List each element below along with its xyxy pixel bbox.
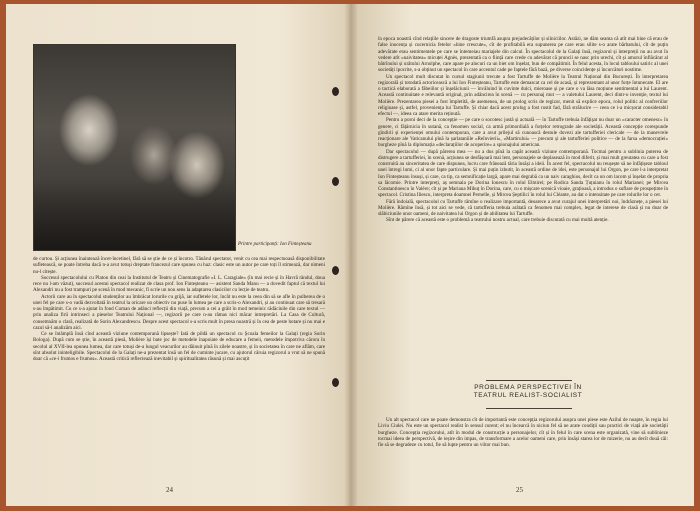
left-page-text: [33, 256, 325, 362]
binding-hole: [332, 177, 339, 186]
paragraph: Un spectacol mult discutat în cursul stagiunii trecute a fost Tartuffe de Molière la Teatrul Național din București. În interpretarea regizorală și totodată actoricească a lui Ion Finteșteanu, Tartuffe este demascat ca cel de acasă, și reprezentant al unor forțe întunecate. El are o tactică elaborată a făbeiilor și înșelăciunii — învăluind în cuvinte dulci, mieroase și pe care o va lăsa moțiune sentimental a lui Laurent. Această continuitate e relevantă original, prin adâncirea în scenă — cu personaj mut — a valetului Laurent, deci dintr-o invenție, textul lui Molière. Prezentarea piesei a fost împletită, de asemenea, de un prolog scris de regizor, menit să explice epoca, rolul politic al confreriilor religioase și, astfel, proveniența lui Tartuffe. Și chiar dacă acest prolog a fost rostit fad, fără strălucire — ceea ce i-a micșorat considerabil efectul —, ideea ca atare merita reținută.: [378, 73, 668, 117]
book-gutter: [344, 4, 358, 506]
rehearsal-photo: [33, 44, 236, 251]
book-spread: [6, 4, 694, 506]
heading-rule-bottom: [486, 408, 572, 409]
binding-hole: [332, 87, 339, 96]
page-number-left: 24: [166, 486, 173, 494]
paragraph: Succesul spectacolului cu Platon din ceai la Institutul de Teatru și Cinematografie «I. L. Caragiale» (în mai recie și în Havră rândul, doua rece nu l-am văzut), succesul acestui spectacol realizat de clasa prof. Ion Finteșteanu — asistent Sanda Manu — a dovedit faptul că textul lui Alexandri nu a fost trampuri pe scenă în mod mecanic, fi scrie un nou sens la adaptarea clasicilor cu lecție de teatru.: [33, 274, 325, 294]
right-page: [350, 4, 694, 506]
paragraph: Sînt de părere că această este o problemă a teatrului nostru actual, care trebuie discutată cu mai multă atenție.: [386, 217, 609, 224]
paragraph: Un alt spectacol care ne poate demonstra cît de importantă este concepția regizorului asupra unei piese este Azilul de noapte, în regia lui Liviu Ciulei. Nu este un spectacol realist în sensul curent; el nu încearcă în niciun fel să ne arate condiții sau practici de viață ale societății burgheze. Concepția regizorului, atît în modul de construcție a personajelor, cît și în felul în care scena este organizată, vine să sublinieze tocmai ideea de perspectivă, de ieșire din impas, de transformare a acelor oameni care, prin însăși starea lor de mizerie, nu au decît două căi: fie să se degradeze cu totul, fie să lupte pentru un viitor mai bun.: [378, 417, 668, 448]
left-page: [6, 4, 350, 506]
paragraph: Fără îndoială, spectacolul cu Tartuffe rămîne o realizare importantă, deoarece a avut curajul unei interpretări noi, îndrăznețe, a piesei lui Molière. Rămîne însă, și tot aici se vede, că tartufferia trebuia arătată ca fenomen mai complex, legat de interese de clasă și nu doar de slăbiciunile unor oameni, de naivitatea lui Orgon și de abilitatea lui Tartuffe.: [378, 198, 668, 217]
paragraph: în epoca noastră cînd relațiile sincere de dragoste triumfă asupra prejudecăților și silniciilor. Astăzi, ne dăm seama că atît mai bine că erau de false inocența și cucernicia fetelor «bine crescute», cît de profitabilă era supunerea pe care erau silite s-o arate bărbatului, cît de puțin adevărate erau sentimentele pe care se întemeiau mariajele din calcul. În spectacolul de la Galați însă, regizorul și interpreții nu au avut în vedere atît «naivitatea» micuței Agnès, prezentată ca o ființă care crede cu adevărat că pruncii se nasc prin urechi, cît și amorul înflăcărat al bătrînului și urâtului Arnolphe, care apare pe alocuri ca un biet om înșelat, bun de compătimit. În felul acesta, în locul tabloului satiric al unei societăți ipocrite, s-a obținut un spectacol în care accentul cade pe faptele fără bază, pe diverse coincidențe și încurcături nostime.: [378, 36, 668, 74]
paragraph: Dar spectacolul — după părerea mea — nu a dus pînă la capăt această viziune contemporană. Tocmai pentru a sublinia puterea de distrugere a tartufferiei, în scenă, acțiunea se desfășoară mai lent, personajele se deplasează în mod diferit, și mai mult greutatea cu care a fost construită au sinceritatea de care dispunea, lucru care frânează tăria însăși a ideii. În acest fel, spectacolul nu reușește să ne înfățișeze tabloul unei întregi lumi, ci al unor fapte particulare. Și mai puțin izbutit, în această ordine de idei, este personajul lui Orgon, pe care l-a interpretat Ion Finteșteanu însuși, și care, ca tip, ca semnificație largă, apare mai degrabă ca un naiv caraghios, decît ca un om lacom și înșelat de propria sa lăcomie. Printre interpreți, aș semnala pe Dorina Ionescu în rolul Elmirei; pe Rodica Sanda Țuțuianu în rolul Marianei; pe Mircea Constantinescu în Valère; cît și pe Mariana Mihuț în Dorina, care, cu o mișcare scenică vioaie, grațioasă, a introdus o suflare de prospețime în spectacol. Cristina Iliescu, interpreta doamnei Pernelle, și Mircea Șeptilici în rolul lui Cléante, au dat o intensitate pe care rolurile lor o cer.: [378, 148, 668, 199]
paragraph: Pentru a porni deci de la concepție — pe care o socotesc justă și actuală — în Tartuffe trebuia înfățișat nu doar un «caracter omenesc» în genere, ci fățărnicia în sutană, ca fenomen social, ca armă primordială a forțelor retrograde ale societății. Această concepție corespunde gîndirii și experienței omului contemporan, care a avut prilejul să cunoască destule dovezi ale tartufferiei clericale — de la manevrele reacționare ale Vaticanului pînă la șarlataniile «Reînvierii», «Martirului» — precum și ale tartufferiei politice — de la farsa «democrației» burgheze pînă la diplomația «declarațiilor de acoperire» a spionajului american.: [378, 117, 668, 149]
paragraph: de curtou. Și acțiunea înaintează încet-încetinel, fără să se știe de ce și încotro. Tânărul spectator, venit cu cea mai respectuoasă disponibilitate sufletească, se poate întreba dacă n-a avut totuși dreptate francezul care spunea cu haz: clasic este un autor pe care toți îl stimează, dar nimeni nu-l citește.: [33, 256, 325, 275]
page-number-right: 25: [516, 486, 523, 494]
binding-hole: [332, 266, 339, 275]
photo-caption: Printre participanți: Ion Finteșteanu: [238, 242, 312, 247]
paragraph: Ce se întâmplă însă cînd această viziune contemporană lipsește? Iată de pildă un spectacol cu Școala femeilor la Galați (regia Sorin Bologa). După cum se știe, în această piesă, Molière își bate joc de metodele înapoiate de educare a femeii, metodele împotriva cărora în secolul al XVII-lea opunea lumea, dar care totuși de-a lungul veacurilor au dăinuit pînă în zilele noastre, și în societatea în care ne aflăm, care sînt absolut ininteligibile. Spectacolul de la Galați ne-a prezentat însă un fel de cuminte jucare, cu ajutorul căruia regizorul a vrut să ne spună doar că «ce-i frumos e frumos». Această critică reflectează inevitabil și spiritualitatea răsună și mai ascuțit: [33, 331, 325, 362]
paragraph: Actorii care au în spectacolul studenților au îmbrăcat lorurile cu grijă, iar sufletele lor, încât nu este la ceea din să se afle în pulberea de o unei fel pe care s-o vadă dezvoltată în teatrul la oricare un obiectiv nu puse în lumea pe care a scris-o Alexandri, și au continuat care să tresară s-au împătimit. Cu ce s-a ajutat în fond Coman de adânci reflecții din viață, precum a cei a grăit în mod temeinic rădăcinile din care textul — prin analiza firii intrinseci a pieselor Teatrului Național —, regizorii pe care n-au rămas nici măcar intrepretări. La Casa de Cultură, consemnăm o clară, realizată de Sorin Alexandrescu. Despre acest spectacol s-a scris mult în presa noastră și în cea de peste hotare și nu mai e cazul să-l analizăm aici.: [33, 293, 325, 331]
heading-rule-top: [486, 380, 572, 381]
binding-hole: [332, 378, 339, 387]
photo-shade: [34, 180, 235, 250]
section-heading: PROBLEMA PERSPECTIVEI ÎN TEATRUL REALIST-SOCIALIST: [473, 384, 583, 399]
right-page-text: [378, 36, 668, 224]
right-page-text-after-heading: [378, 417, 668, 448]
